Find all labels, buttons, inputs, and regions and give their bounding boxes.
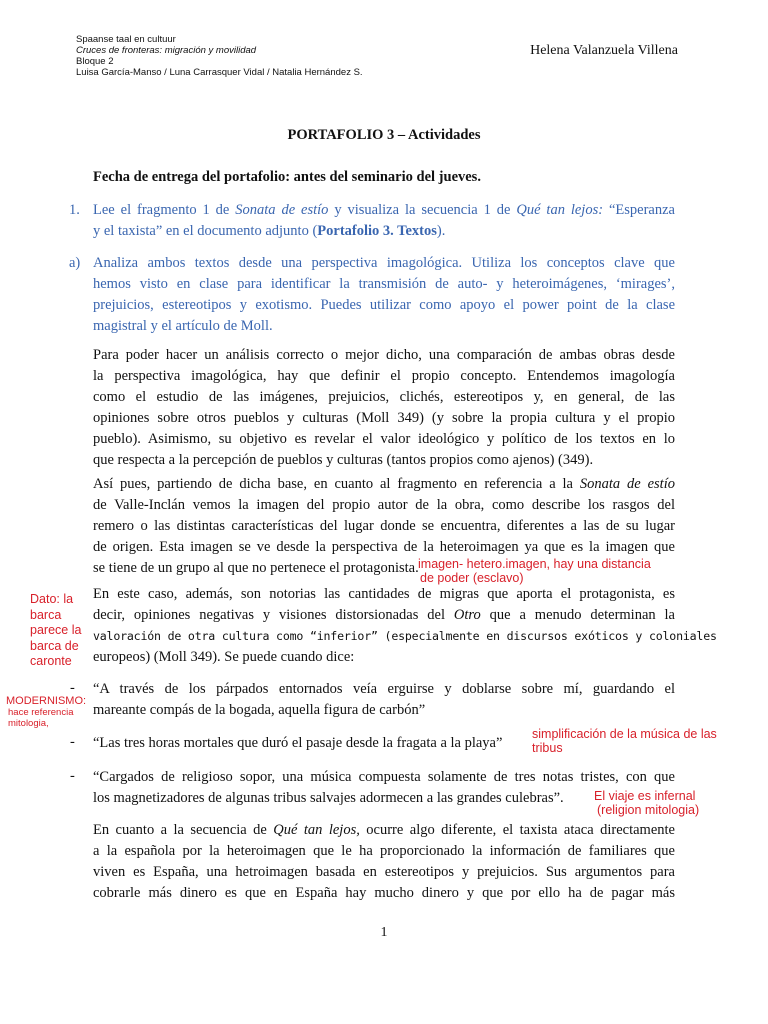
question-a	[69, 253, 675, 337]
paragraph-line: viven es España, una hetroimagen basada en estereotipos y prejuicios. Sus argumentos para	[93, 864, 675, 880]
text-run: Sonata de estío	[579, 476, 675, 492]
annotation-line: (religion mitologia)	[597, 803, 700, 818]
text-run: que a menudo determinan la	[480, 607, 675, 623]
annotation-line: El viaje es infernal	[594, 789, 696, 803]
text-run: Portafolio 3. Textos	[317, 223, 437, 239]
annotation-line: simplificación de la música de las	[532, 727, 717, 741]
paragraph-line: se tiene de un grupo al que no pertenece el protagonista.	[93, 560, 419, 576]
paragraph-line: como el estudio de las imágenes, prejuicios, clichés, estereotipos y, en general, de las	[93, 389, 675, 405]
paragraph-line: opiniones sobre otros pueblos y culturas (Moll 349) (y sobre la propia cultura y el propio	[93, 410, 675, 426]
question-a-line: Analiza ambos textos desde una perspectiva imagológica. Utiliza los conceptos clave que	[93, 255, 675, 271]
course-header	[76, 34, 363, 78]
text-run: Lee el fragmento 1 de	[93, 202, 236, 218]
course-subtitle: Cruces de fronteras: migración y movilidad	[76, 45, 257, 56]
text-run: Otro	[453, 607, 481, 623]
text-run: “Esperanza	[603, 202, 675, 218]
text-run: decir, opiniones negativas y visiones distorsionadas del	[93, 607, 454, 623]
quote-line: “Cargados de religioso sopor, una música compuesta solamente de tres notas tristes, con que	[93, 769, 675, 785]
question-1-line	[93, 221, 675, 242]
annotation-line: caronte	[30, 654, 72, 668]
question-a-line: hemos visto en clase para identificar la transmisión de auto- y heteroimágenes, ‘mirages’,	[93, 276, 675, 292]
paragraph-definition	[93, 345, 675, 471]
text-run: y visualiza la secuencia 1 de	[328, 202, 517, 218]
annotation-line: barca de	[30, 638, 79, 653]
quote-3	[93, 767, 675, 809]
quote-line: “Las tres horas mortales que duró el pasaje desde la fragata a la playa”	[93, 735, 503, 751]
annotation-line: barca	[30, 607, 62, 622]
paragraph-migras	[93, 584, 717, 668]
paragraph-line: valoración de otra cultura como “inferior” (especialmente en discursos exóticos y coloniales	[93, 629, 717, 643]
bullet-dash: -	[70, 768, 75, 784]
paragraph-line: remero o las distintas características del lugar donde se encuentra, diferentes a las de su lugar	[93, 518, 675, 534]
annotation-viaje	[594, 789, 699, 818]
question-a-line: magistral y el artículo de Moll.	[93, 318, 273, 334]
text-run: En cuanto a la secuencia de	[93, 822, 274, 838]
annotation-line: de poder (esclavo)	[420, 571, 524, 586]
annotation-dato	[30, 592, 81, 670]
text-run: Sonata de estío	[235, 202, 329, 218]
course-teachers: Luisa García-Manso / Luna Carrasquer Vidal / Natalia Hernández S.	[76, 67, 363, 78]
quote-line: los magnetizadores de algunas tribus salvajes adormecen a las grandes culebras”.	[93, 790, 564, 806]
annotation-simplificacion	[532, 727, 717, 756]
paragraph-line: pueblo). Asimismo, su objetivo es revelar el valor ideológico y político de los textos en lo	[93, 431, 675, 447]
text-run: Así pues, partiendo de dicha base, en cuanto al fragmento en referencia a la	[93, 476, 580, 492]
bullet-dash: -	[70, 680, 75, 696]
annotation-line: MODERNISMO:	[6, 695, 87, 707]
annotation-line: tribus	[532, 741, 563, 756]
annotation-line: imagen- hetero.imagen, hay una distancia	[418, 557, 651, 571]
deadline: Fecha de entrega del portafolio: antes del seminario del jueves.	[93, 169, 481, 185]
paragraph-line: de origen. Esta imagen se ve desde la perspectiva de la heteroimagen ya que es la imagen que	[93, 539, 675, 555]
paragraph-line: la perspectiva imagológica, hay que definir el propio concepto. Entendemos imagología	[93, 368, 675, 384]
question-1	[69, 200, 675, 242]
paragraph-line	[93, 820, 675, 841]
annotation-modernismo	[6, 695, 86, 729]
course-block: Bloque 2	[76, 56, 114, 67]
paragraph-que-tan-lejos	[93, 820, 675, 904]
paragraph-line: a la española por la heteroimagen que le ha proporcionado la información de familiares que	[93, 843, 675, 859]
paragraph-line	[93, 474, 675, 495]
paragraph-line: europeos) (Moll 349). Se puede cuando dice:	[93, 649, 355, 665]
question-a-label: a)	[69, 255, 81, 271]
quote-1	[93, 679, 675, 721]
text-run: ocurre algo diferente, el taxista ataca directamente	[359, 822, 675, 838]
paragraph-line: Para poder hacer un análisis correcto o mejor dicho, una comparación de ambas obras desde	[93, 347, 675, 363]
annotation-line: Dato: la	[30, 592, 74, 606]
text-run: y el taxista” en el documento adjunto (	[93, 223, 318, 239]
page-title: PORTAFOLIO 3 – Actividades	[287, 127, 481, 143]
annotation-imagen	[418, 557, 651, 586]
paragraph-line: que respecta a la percepción de pueblos y culturas (tantos propios como ajenos) (349).	[93, 452, 594, 468]
paragraph-line: de Valle-Inclán vemos la imagen del propio autor de la obra, como describe los rasgos del	[93, 497, 675, 513]
annotation-line: mitologia,	[8, 717, 49, 729]
quote-line: “A través de los párpados entornados veía erguirse y doblarse sobre mí, guardando el	[93, 681, 675, 697]
annotation-line: hace referencia	[8, 706, 74, 718]
paragraph-line	[93, 605, 675, 626]
page-number: 1	[380, 925, 388, 940]
bullet-dash: -	[70, 734, 75, 750]
text-run: ).	[436, 223, 446, 239]
text-run: Qué tan lejos:	[516, 202, 604, 218]
paragraph-line: En este caso, además, son notorias las cantidades de migras que aporta el protagonista, es	[93, 586, 675, 602]
question-a-line: prejuicios, estereotipos y exotismo. Puedes utilizar como apoyo el power point de la clase	[93, 297, 675, 313]
question-1-line	[93, 200, 675, 221]
course-name: Spaanse taal en cultuur	[76, 34, 176, 45]
author-name: Helena Valanzuela Villena	[530, 43, 678, 58]
quote-line: mareante compás de la bogada, aquella figura de carbón”	[93, 702, 426, 718]
text-run: Qué tan lejos,	[273, 822, 360, 838]
annotation-line: parece la	[30, 623, 82, 637]
question-1-label: 1.	[69, 202, 80, 218]
paragraph-line: cobrarle más dinero es que en España hay mucho dinero y que por ello ha de pagar más	[93, 885, 675, 901]
